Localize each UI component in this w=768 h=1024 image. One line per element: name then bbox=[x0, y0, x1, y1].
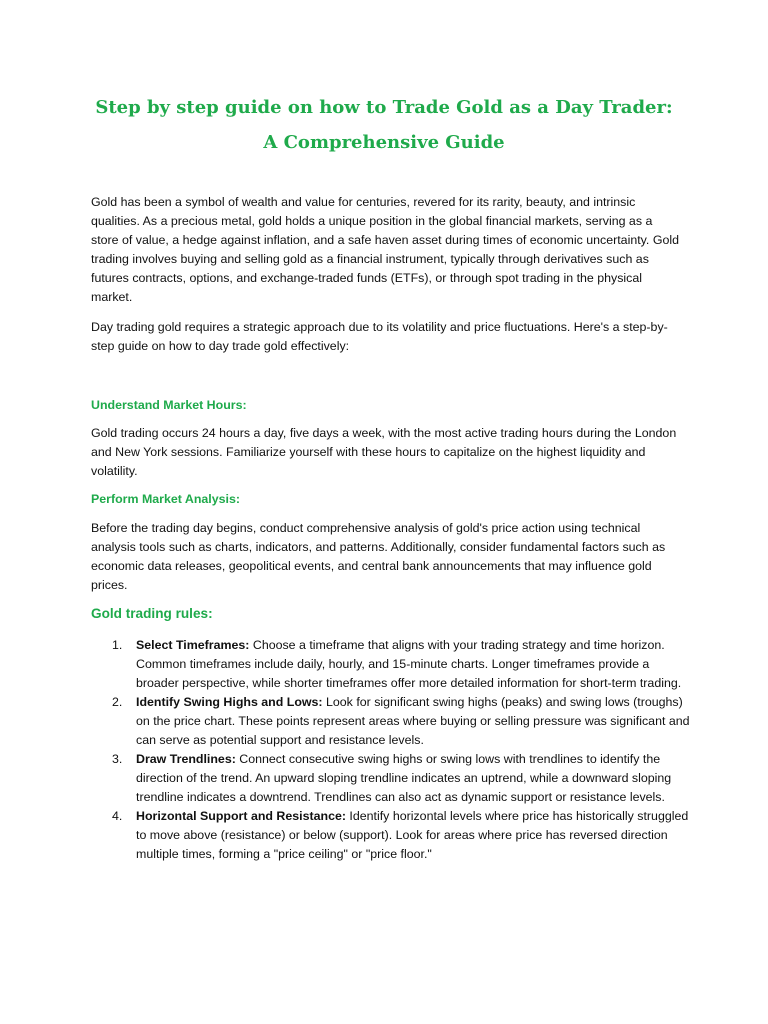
rule-number: 2. bbox=[112, 695, 123, 709]
section-heading-market-hours: Understand Market Hours: bbox=[91, 398, 247, 412]
page-title-line-2: A Comprehensive Guide bbox=[263, 132, 505, 153]
intro-paragraph-1: Gold has been a symbol of wealth and value for centuries, revered for its rarity, beauty, and intrinsic qualities. As a precious metal, gold holds a unique position in the global financial markets, serving as a store of value, a hedge against inflation, and a safe haven asset during times of economic uncertainty. Gold trading involves buying and selling gold as a financial instrument, typically through derivatives such as futures contracts, options, and exchange-traded funds (ETFs), or through spot trading in the physical market. bbox=[91, 195, 679, 304]
rule-text: Choose a timeframe that aligns with your trading strategy and time horizon. Common timeframes include daily, hourly, and 15-minute charts. Longer timeframes provide a broader perspective, while shorter timeframes offer more detailed information for short-term trading. bbox=[136, 638, 682, 690]
rule-text: Look for significant swing highs (peaks) and swing lows (troughs) on the price chart. These points represent areas where buying or selling pressure was significant and can serve as potential support and resistance levels. bbox=[136, 695, 690, 747]
section-heading-rules: Gold trading rules: bbox=[91, 606, 213, 621]
rule-number: 1. bbox=[112, 638, 123, 652]
rule-title: Draw Trendlines: bbox=[136, 752, 236, 766]
market-hours-paragraph: Gold trading occurs 24 hours a day, five days a week, with the most active trading hours during the London and New York sessions. Familiarize yourself with these hours to capitalize on the highest liquidity and volatility. bbox=[91, 426, 677, 478]
intro-paragraph-2: Day trading gold requires a strategic approach due to its volatility and price fluctuations. Here's a step-by-step guide on how to day trade gold effectively: bbox=[91, 320, 668, 353]
rule-item bbox=[91, 807, 691, 864]
rule-item bbox=[91, 750, 691, 807]
market-analysis-paragraph: Before the trading day begins, conduct comprehensive analysis of gold's price action using technical analysis tools such as charts, indicators, and patterns. Additionally, consider fundamental factors such as economic data releases, geopolitical events, and central bank announcements that may influence gold prices. bbox=[91, 521, 666, 592]
rules-list bbox=[91, 636, 691, 864]
rule-number: 4. bbox=[112, 809, 123, 823]
rule-title: Identify Swing Highs and Lows: bbox=[136, 695, 323, 709]
section-heading-market-analysis: Perform Market Analysis: bbox=[91, 492, 240, 506]
rule-item bbox=[91, 636, 691, 693]
rule-title: Select Timeframes: bbox=[136, 638, 250, 652]
rule-number: 3. bbox=[112, 752, 123, 766]
page-title-line-1: Step by step guide on how to Trade Gold as a Day Trader: bbox=[95, 97, 673, 118]
rule-item bbox=[91, 693, 691, 750]
rule-text: Connect consecutive swing highs or swing lows with trendlines to identify the direction of the trend. An upward sloping trendline indicates an uptrend, while a downward sloping trendline indicates a downtrend. Trendlines can also act as dynamic support or resistance levels. bbox=[136, 752, 672, 804]
rule-title: Horizontal Support and Resistance: bbox=[136, 809, 346, 823]
rule-text: Identify horizontal levels where price has historically struggled to move above (resistance) or below (support). Look for areas where price has reversed direction multiple times, forming a "price ceiling" or "price floor." bbox=[136, 809, 689, 861]
